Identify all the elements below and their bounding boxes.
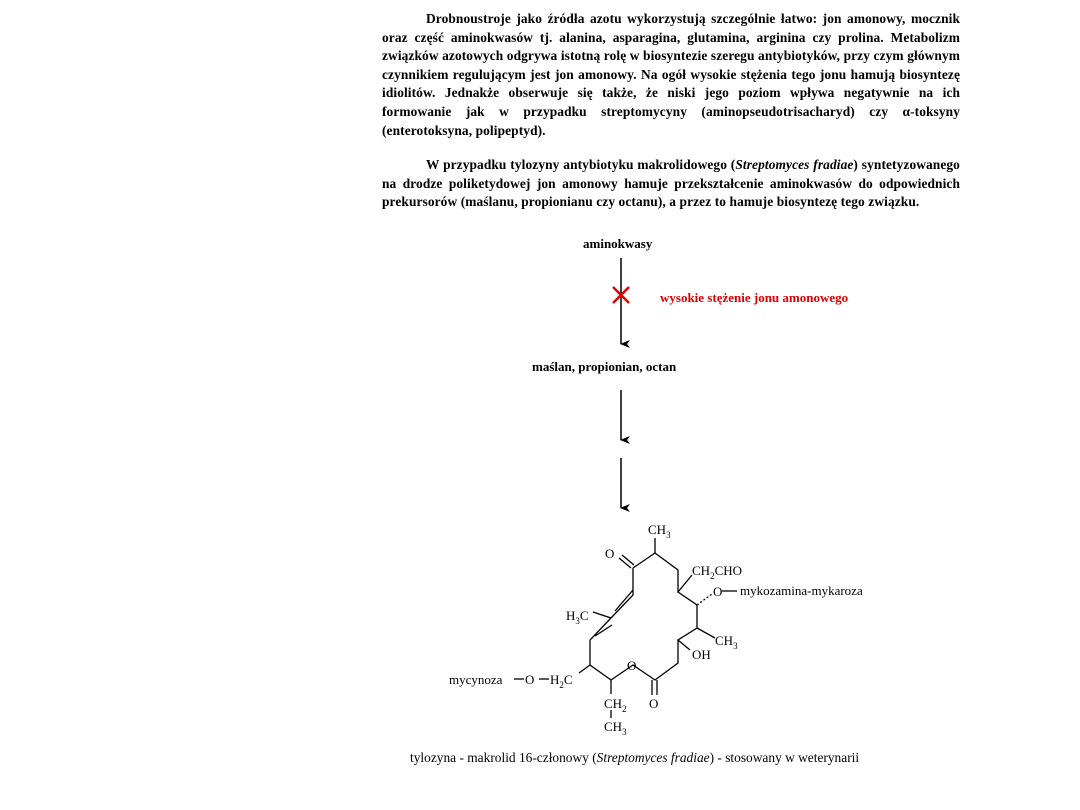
label-sugar-name: mykozamina-mykaroza [740, 583, 863, 598]
label-o-sugar: O [713, 584, 723, 599]
label-oh: OH [692, 647, 711, 662]
paragraph-1-text: Drobnoustroje jako źródła azotu wykorzystują szczególnie łatwo: jon amonowy, mocznik oraz część aminokwasów tj. alanina, asparagina, glutamina, arginina czy prolina. Metabolizm związków azotowych odgrywa istotną rolę w biosyntezie szeregu antybiotyków, przy czym głównym czynnikiem regulującym jest jon amonowy. Na ogół wysokie stężenia tego jonu hamują biosyntezę idiolitów. Jednakże obserwuje się także, że niski jego poziom wpływa negatywnie na ich formowanie jak w przypadku streptomycyny (aminopseudotrisacharyd) czy α-toksyny (enterotoksyna, polipeptyd). [382, 11, 960, 138]
label-ch3-right: $CH_3$ [715, 633, 738, 651]
label-lactone-o: O [649, 696, 659, 711]
caption-start: tylozyna - makrolid 16-członowy ( [410, 750, 597, 765]
precursors-label: maślan, propionian, octan [532, 359, 677, 374]
caption-organism: Streptomyces fradiae [596, 750, 710, 765]
label-h3c: $H_3C$ [566, 608, 589, 626]
label-ring-o: O [627, 658, 637, 673]
pathway-start-label: aminokwasy [583, 236, 653, 251]
label-ch2cho: $CH_2CHO$ [692, 563, 743, 581]
label-ether-o: O [525, 672, 535, 687]
paragraph-2-organism: Streptomyces fradiae [735, 157, 854, 172]
label-ethyl-ch2: $CH_2$ [604, 696, 627, 714]
label-ketone-o: O [605, 546, 615, 561]
label-h2c: $H_2C$ [550, 672, 573, 690]
inhibition-label: wysokie stężenie jonu amonowego [660, 290, 849, 305]
label-mycinose: mycynoza [449, 672, 503, 687]
caption-end: ) - stosowany w weterynarii [709, 750, 860, 765]
label-ch3-top: $CH_3$ [648, 522, 671, 540]
paragraph-2-text-end: ) syntetyzowanego na drodze poliketydowej jon amonowy hamuje przekształcenie aminokwasów do odpowiednich prekursorów (maślanu, propionianu czy octanu), a przez to hamuje biosyntezę tego związku. [382, 157, 960, 210]
label-ethyl-ch3: $CH_3$ [604, 719, 627, 737]
paragraph-2-text-start: W przypadku tylozyny antybiotyku makrolidowego ( [426, 157, 736, 172]
structure-caption [410, 750, 859, 766]
